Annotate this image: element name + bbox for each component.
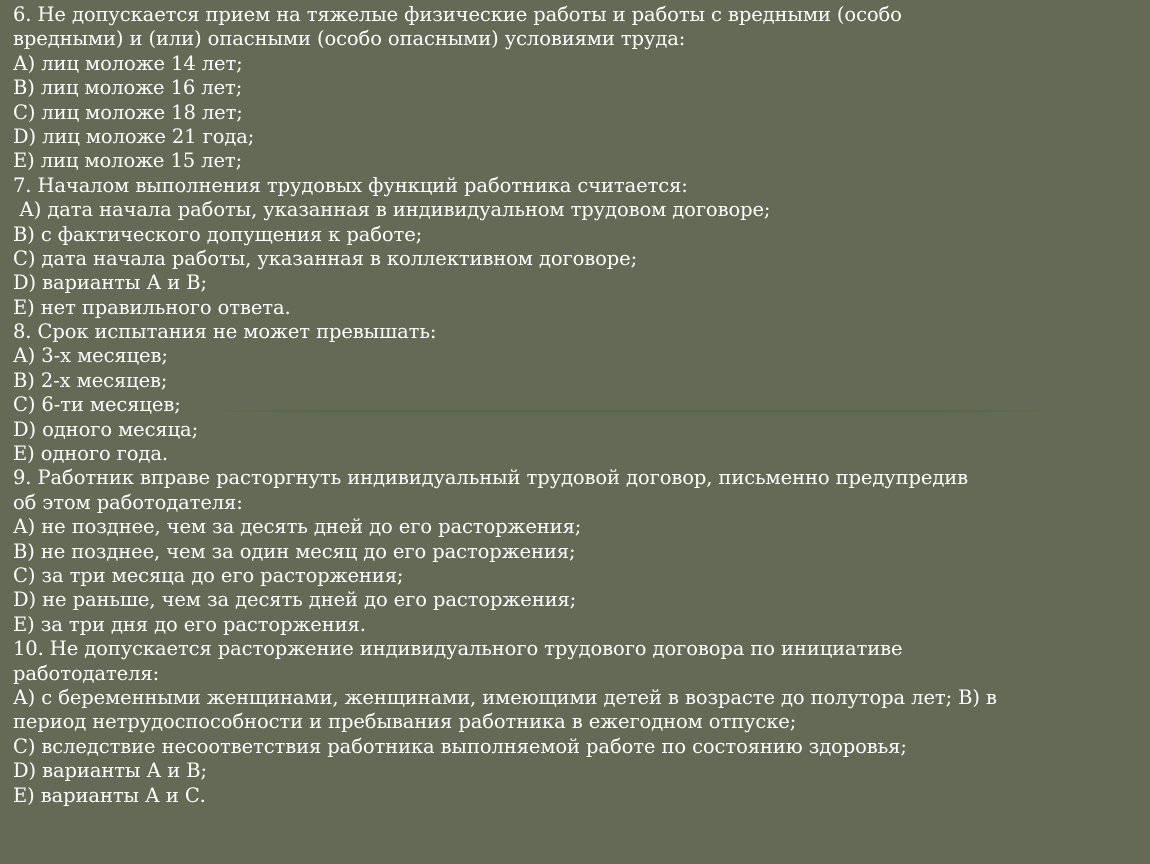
q9-option-d: D) не раньше, чем за десять дней до его расторжения;: [13, 588, 577, 612]
q8-option-c: С) 6-ти месяцев;: [13, 393, 181, 417]
q6-option-b: В) лиц моложе 16 лет;: [13, 76, 243, 100]
q8-option-d: D) одного месяца;: [13, 417, 199, 441]
q7-title: 7. Началом выполнения трудовых функций работника считается:: [13, 173, 688, 197]
q6-option-e: Е) лиц моложе 15 лет;: [13, 149, 243, 173]
q9-option-e: Е) за три дня до его расторжения.: [13, 612, 366, 636]
q9-option-a: А) не позднее, чем за десять дней до его расторжения;: [13, 515, 582, 539]
q10-option-d: D) варианты А и В;: [13, 759, 207, 783]
q10-option-a: А) с беременными женщинами, женщинами, имеющими детей в возрасте до полутора лет; В) в: [13, 685, 997, 709]
q10-line-2: работодателя:: [13, 661, 160, 685]
question-text: [13, 3, 1138, 808]
q6-option-d: D) лиц моложе 21 года;: [13, 124, 255, 148]
q8-option-e: Е) одного года.: [13, 442, 168, 466]
q10-option-a-cont: период нетрудоспособности и пребывания работника в ежегодном отпуске;: [13, 710, 797, 734]
q10-line-1: 10. Не допускается расторжение индивидуального трудового договора по инициативе: [13, 637, 903, 661]
q9-option-b: В) не позднее, чем за один месяц до его расторжения;: [13, 539, 576, 563]
q6-option-c: С) лиц моложе 18 лет;: [13, 100, 243, 124]
q8-title: 8. Срок испытания не может превышать:: [13, 320, 437, 344]
q9-option-c: С) за три месяца до его расторжения;: [13, 563, 404, 587]
q7-option-b: В) с фактического допущения к работе;: [13, 222, 423, 246]
q8-option-a: А) 3-х месяцев;: [13, 344, 168, 368]
q6-option-a: А) лиц моложе 14 лет;: [13, 51, 243, 75]
q6-line-2: вредными) и (или) опасными (особо опасными) условиями труда:: [13, 27, 686, 51]
q10-option-e: Е) варианты А и С.: [13, 783, 206, 807]
q7-option-d: D) варианты А и В;: [13, 271, 207, 295]
q9-line-2: об этом работодателя:: [13, 490, 243, 514]
q9-line-1: 9. Работник вправе расторгнуть индивидуальный трудовой договор, письменно предупредив: [13, 466, 968, 490]
q7-option-a: А) дата начала работы, указанная в индивидуальном трудовом договоре;: [13, 198, 771, 222]
q7-option-c: С) дата начала работы, указанная в коллективном договоре;: [13, 246, 638, 270]
q8-option-b: В) 2-х месяцев;: [13, 368, 168, 392]
q10-option-c: С) вследствие несоответствия работника выполняемой работе по состоянию здоровья;: [13, 734, 907, 758]
decorative-divider-line: [205, 410, 1057, 412]
q7-option-e: Е) нет правильного ответа.: [13, 295, 291, 319]
q6-line-1: 6. Не допускается прием на тяжелые физические работы и работы с вредными (особо: [13, 3, 902, 26]
